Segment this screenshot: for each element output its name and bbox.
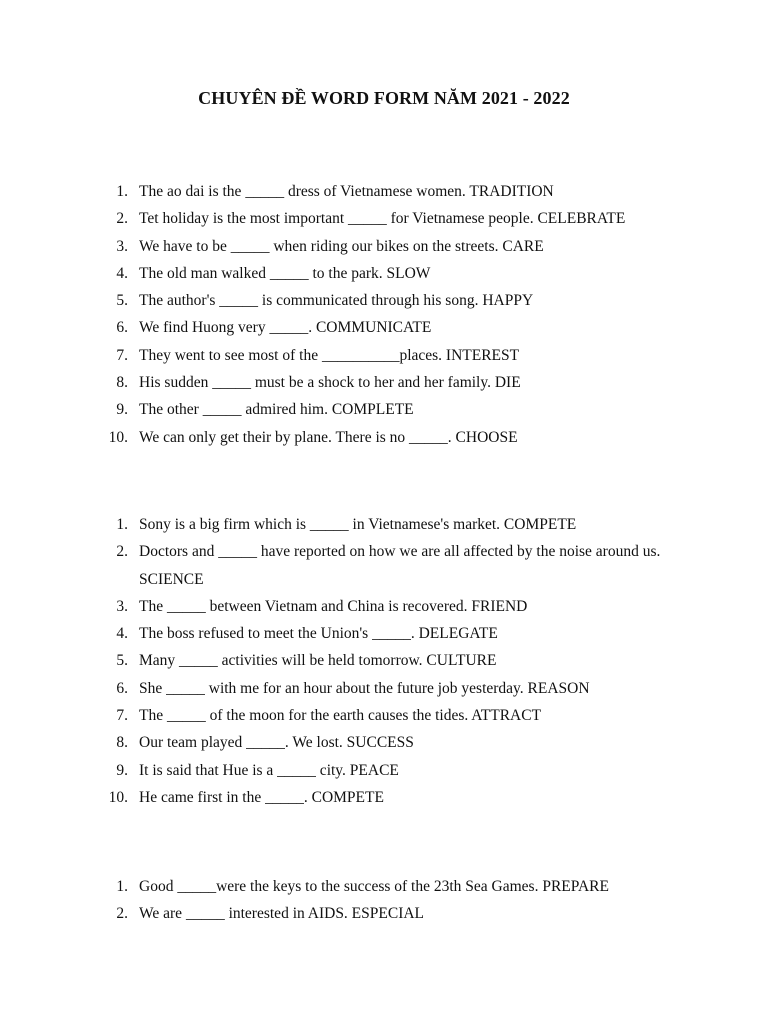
item-number: 9. <box>116 761 128 779</box>
item-number: 10. <box>108 428 128 446</box>
list-item <box>0 675 679 702</box>
item-number: 1. <box>116 183 128 200</box>
item-number: 4. <box>116 625 128 643</box>
exercise-list-1 <box>0 178 679 451</box>
list-item <box>0 260 679 287</box>
list-item <box>0 702 679 729</box>
item-number: 6. <box>116 679 128 697</box>
item-number: 7. <box>116 346 128 364</box>
exercise-list-2 <box>0 511 679 811</box>
list-item <box>0 538 679 593</box>
list-item <box>0 205 679 232</box>
item-text: The old man walked _____ to the park. SLOW <box>139 264 431 282</box>
list-item <box>0 620 679 647</box>
list-item <box>0 342 679 369</box>
item-text: Doctors and _____ have reported on how we are all affected by the noise around us. SCIENCE <box>139 543 661 588</box>
item-text: Our team played _____. We lost. SUCCESS <box>139 734 414 752</box>
list-item <box>0 233 679 260</box>
item-text: He came first in the _____. COMPETE <box>139 788 384 806</box>
item-number: 8. <box>116 374 128 392</box>
list-item <box>0 784 679 811</box>
list-item <box>0 900 679 927</box>
list-item <box>0 369 679 396</box>
list-item <box>0 314 679 341</box>
item-text: We find Huong very _____. COMMUNICATE <box>139 319 432 337</box>
item-text: They went to see most of the __________places. INTEREST <box>139 346 520 364</box>
item-text: Sony is a big firm which is _____ in Vietnamese's market. COMPETE <box>139 516 577 533</box>
item-number: 3. <box>116 237 128 255</box>
item-number: 4. <box>116 264 128 282</box>
item-text: The _____ between Vietnam and China is recovered. FRIEND <box>139 597 528 615</box>
item-number: 5. <box>116 292 128 310</box>
item-text: The _____ of the moon for the earth causes the tides. ATTRACT <box>139 707 542 725</box>
item-text: Tet holiday is the most important _____ for Vietnamese people. CELEBRATE <box>139 210 626 228</box>
item-text: Many _____ activities will be held tomorrow. CULTURE <box>139 652 497 670</box>
item-number: 3. <box>116 597 128 615</box>
item-number: 9. <box>116 401 128 419</box>
item-number: 8. <box>116 734 128 752</box>
item-text: His sudden _____ must be a shock to her and her family. DIE <box>139 374 521 392</box>
item-text: The other _____ admired him. COMPLETE <box>139 401 414 419</box>
item-text: We can only get their by plane. There is no _____. CHOOSE <box>139 428 518 446</box>
list-item <box>0 757 679 784</box>
item-text: The author's _____ is communicated through his song. HAPPY <box>139 292 534 310</box>
exercise-list-3 <box>0 873 679 928</box>
list-item <box>0 396 679 423</box>
item-text: We have to be _____ when riding our bikes on the streets. CARE <box>139 237 544 255</box>
item-number: 2. <box>116 543 128 561</box>
item-number: 6. <box>116 319 128 337</box>
list-item <box>0 729 679 756</box>
page-title: CHUYÊN ĐỀ WORD FORM NĂM 2021 - 2022 <box>198 88 570 108</box>
item-number: 7. <box>116 707 128 725</box>
item-text: The ao dai is the _____ dress of Vietnamese women. TRADITION <box>139 183 554 200</box>
list-item <box>0 178 679 205</box>
item-number: 2. <box>116 210 128 228</box>
item-text: She _____ with me for an hour about the future job yesterday. REASON <box>139 679 590 697</box>
list-item <box>0 287 679 314</box>
item-text: Good _____were the keys to the success of the 23th Sea Games. PREPARE <box>139 878 609 895</box>
item-number: 2. <box>116 905 128 923</box>
item-number: 1. <box>116 878 128 895</box>
list-item <box>0 424 679 451</box>
item-text: We are _____ interested in AIDS. ESPECIAL <box>139 905 425 923</box>
item-number: 10. <box>108 788 128 806</box>
item-text: The boss refused to meet the Union's _____. DELEGATE <box>139 625 498 643</box>
item-text: It is said that Hue is a _____ city. PEACE <box>139 761 399 779</box>
item-number: 1. <box>116 516 128 533</box>
list-item <box>0 593 679 620</box>
list-item <box>0 873 679 900</box>
item-number: 5. <box>116 652 128 670</box>
list-item <box>0 511 679 538</box>
list-item <box>0 647 679 674</box>
